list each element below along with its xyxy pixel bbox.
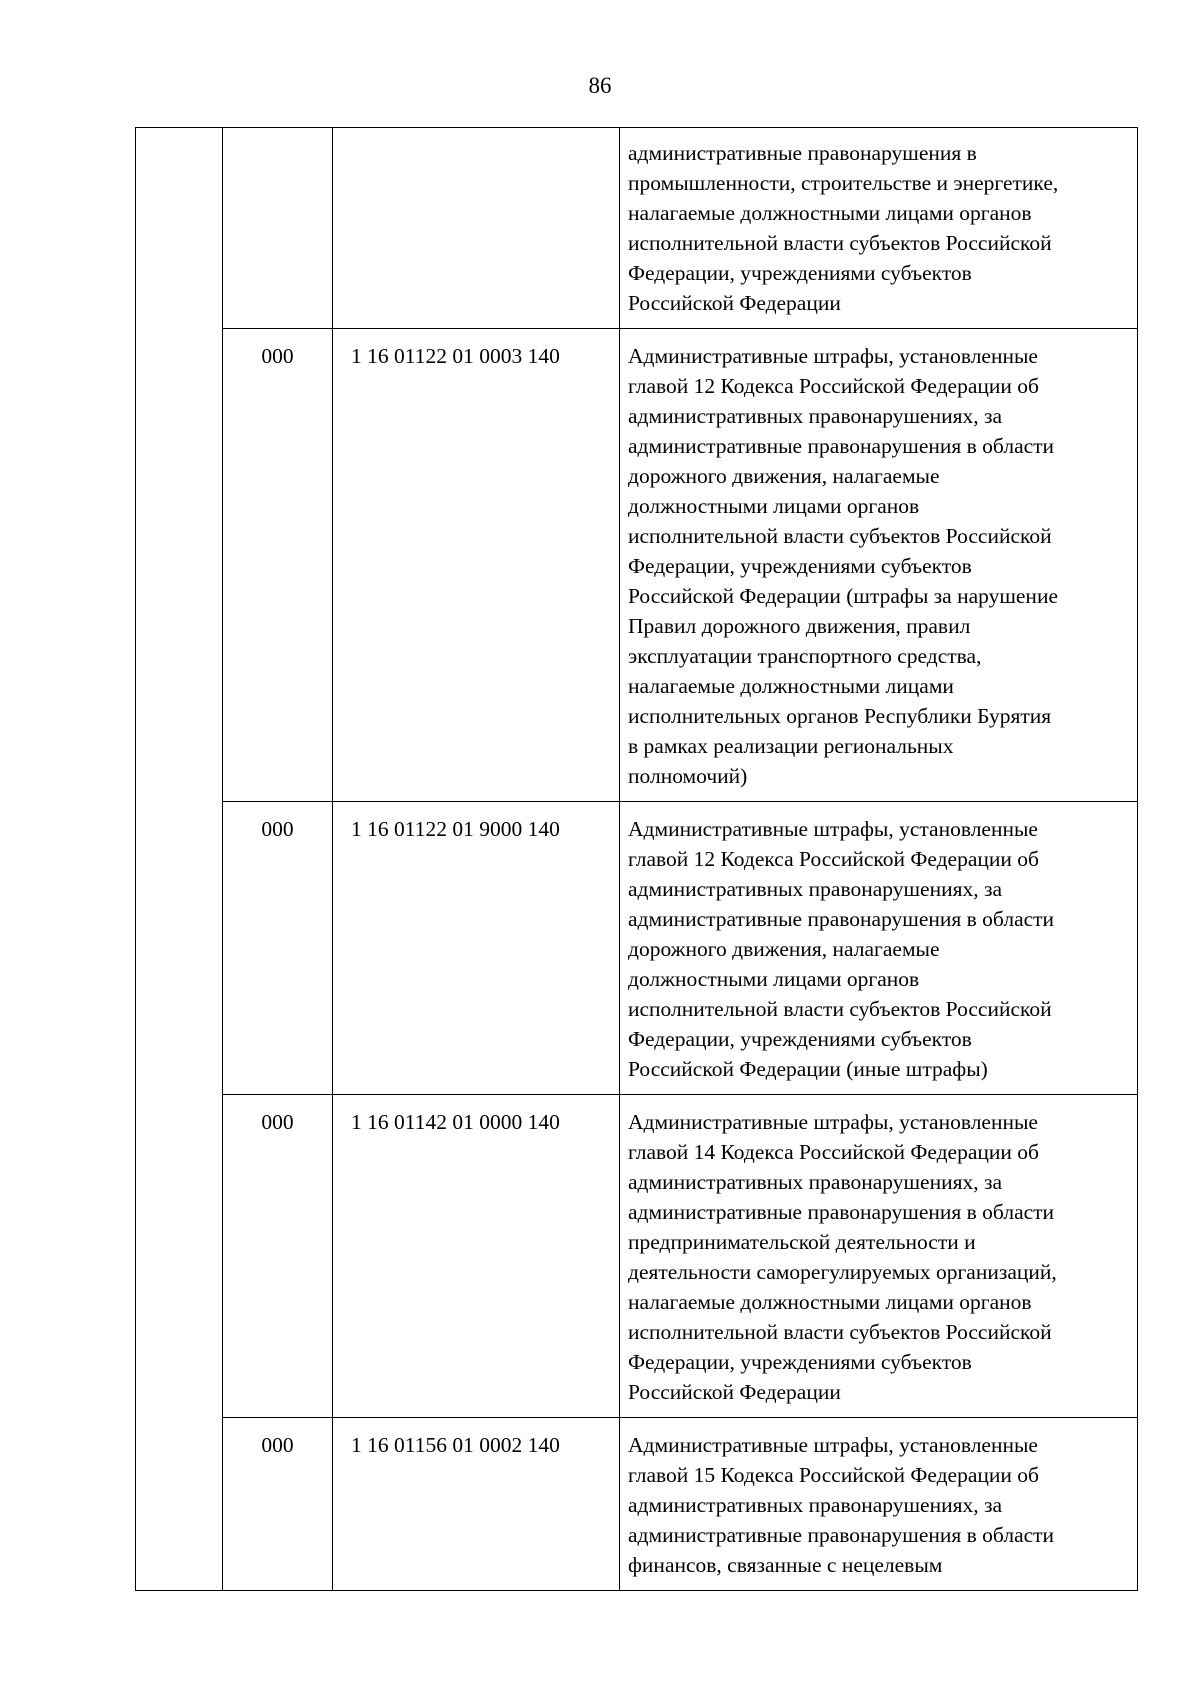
description-cell: Административные штрафы, установленные главой 14 Кодекса Российской Федерации об административных правонарушениях, за административные правонарушения в области предпринимательской деятельности и деятельности саморегулируемых организаций, налагаемые должностными лицами органов исполнительной власти субъектов Российской Федерации, учреждениями субъектов Российской Федерации [620, 1095, 1138, 1418]
kbk-code-cell: 1 16 01156 01 0002 140 [333, 1418, 620, 1591]
table-row [136, 1095, 1138, 1418]
admin-code-cell: 000 [223, 1418, 333, 1591]
table-row [136, 329, 1138, 802]
table-row [136, 128, 1138, 329]
description-cell: Административные штрафы, установленные главой 12 Кодекса Российской Федерации об административных правонарушениях, за административные правонарушения в области дорожного движения, налагаемые должностными лицами органов исполнительной власти субъектов Российской Федерации, учреждениями субъектов Российской Федерации (иные штрафы) [620, 802, 1138, 1095]
kbk-code-cell: 1 16 01122 01 9000 140 [333, 802, 620, 1095]
table-row [136, 1418, 1138, 1591]
kbk-code-cell: 1 16 01122 01 0003 140 [333, 329, 620, 802]
kbk-code-cell [333, 128, 620, 329]
budget-code-table [135, 127, 1138, 1591]
admin-code-cell [223, 128, 333, 329]
description-cell: Административные штрафы, установленные главой 12 Кодекса Российской Федерации об административных правонарушениях, за административные правонарушения в области дорожного движения, налагаемые должностными лицами органов исполнительной власти субъектов Российской Федерации, учреждениями субъектов Российской Федерации (штрафы за нарушение Правил дорожного движения, правил эксплуатации транспортного средства, налагаемые должностными лицами исполнительных органов Республики Бурятия в рамках реализации региональных полномочий) [620, 329, 1138, 802]
table-row [136, 802, 1138, 1095]
admin-code-cell: 000 [223, 802, 333, 1095]
table-cell-empty [136, 128, 223, 1591]
admin-code-cell: 000 [223, 329, 333, 802]
admin-code-cell: 000 [223, 1095, 333, 1418]
page-number: 86 [588, 73, 612, 98]
description-cell: Административные штрафы, установленные главой 15 Кодекса Российской Федерации об административных правонарушениях, за административные правонарушения в области финансов, связанные с нецелевым [620, 1418, 1138, 1591]
description-cell: административные правонарушения в промышленности, строительстве и энергетике, налагаемые должностными лицами органов исполнительной власти субъектов Российской Федерации, учреждениями субъектов Российской Федерации [620, 128, 1138, 329]
kbk-code-cell: 1 16 01142 01 0000 140 [333, 1095, 620, 1418]
